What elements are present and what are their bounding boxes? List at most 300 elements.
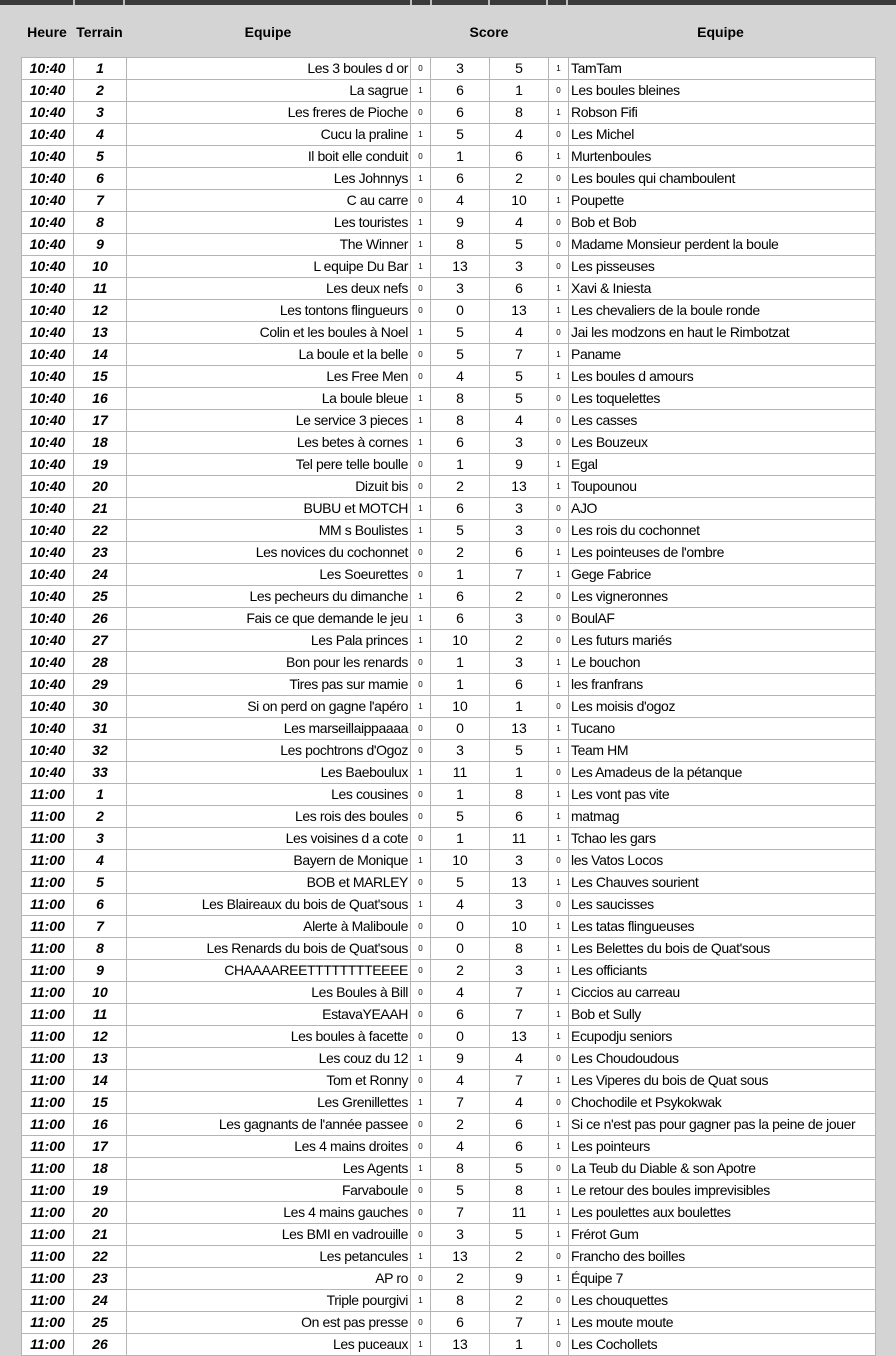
points-right: 1: [549, 652, 569, 674]
points-left: 0: [411, 102, 431, 124]
table-row: [22, 1180, 876, 1202]
points-left: 0: [411, 1136, 431, 1158]
terrain-number: 3: [74, 102, 127, 124]
score-left: 13: [431, 1246, 490, 1268]
table-row: [22, 1202, 876, 1224]
team-right: Le retour des boules imprevisibles: [569, 1180, 876, 1202]
table-row: [22, 762, 876, 784]
team-left: La boule et la belle: [127, 344, 411, 366]
table-row: [22, 520, 876, 542]
team-right: Les futurs mariés: [569, 630, 876, 652]
table-row: [22, 234, 876, 256]
points-left: 0: [411, 916, 431, 938]
table-row: [22, 1070, 876, 1092]
match-time: 11:00: [22, 938, 74, 960]
match-time: 10:40: [22, 234, 74, 256]
score-right: 7: [490, 982, 549, 1004]
points-left: 1: [411, 1246, 431, 1268]
team-right: Les officiants: [569, 960, 876, 982]
match-time: 11:00: [22, 1290, 74, 1312]
score-right: 3: [490, 652, 549, 674]
terrain-number: 13: [74, 1048, 127, 1070]
score-right: 13: [490, 1026, 549, 1048]
team-right: Egal: [569, 454, 876, 476]
terrain-number: 13: [74, 322, 127, 344]
terrain-number: 30: [74, 696, 127, 718]
header-heure: Heure: [27, 24, 67, 40]
team-right: Les Bouzeux: [569, 432, 876, 454]
table-row: [22, 190, 876, 212]
team-right: Madame Monsieur perdent la boule: [569, 234, 876, 256]
terrain-number: 15: [74, 1092, 127, 1114]
team-right: Les Amadeus de la pétanque: [569, 762, 876, 784]
score-right: 1: [490, 1334, 549, 1356]
terrain-number: 1: [74, 58, 127, 80]
score-left: 8: [431, 1158, 490, 1180]
points-right: 0: [549, 168, 569, 190]
table-row: [22, 850, 876, 872]
table-row: [22, 432, 876, 454]
points-left: 1: [411, 762, 431, 784]
terrain-number: 31: [74, 718, 127, 740]
score-right: 6: [490, 542, 549, 564]
team-left: Les novices du cochonnet: [127, 542, 411, 564]
score-right: 3: [490, 498, 549, 520]
team-left: Les pochtrons d'Ogoz: [127, 740, 411, 762]
score-right: 2: [490, 1246, 549, 1268]
points-right: 0: [549, 1158, 569, 1180]
points-right: 1: [549, 300, 569, 322]
team-right: Équipe 7: [569, 1268, 876, 1290]
score-left: 1: [431, 784, 490, 806]
table-row: [22, 476, 876, 498]
team-left: EstavaYEAAH: [127, 1004, 411, 1026]
match-time: 10:40: [22, 652, 74, 674]
team-left: Les Baeboulux: [127, 762, 411, 784]
score-left: 9: [431, 212, 490, 234]
points-right: 0: [549, 894, 569, 916]
score-left: 1: [431, 454, 490, 476]
team-right: Les toquelettes: [569, 388, 876, 410]
top-border: [0, 0, 896, 5]
points-right: 0: [549, 432, 569, 454]
score-left: 6: [431, 102, 490, 124]
points-right: 1: [549, 58, 569, 80]
points-right: 0: [549, 410, 569, 432]
points-right: 1: [549, 366, 569, 388]
terrain-number: 25: [74, 586, 127, 608]
points-left: 1: [411, 256, 431, 278]
points-right: 0: [549, 1334, 569, 1356]
score-left: 5: [431, 124, 490, 146]
match-time: 11:00: [22, 1334, 74, 1356]
team-left: La sagrue: [127, 80, 411, 102]
points-left: 0: [411, 1070, 431, 1092]
score-left: 3: [431, 278, 490, 300]
score-right: 1: [490, 80, 549, 102]
score-left: 4: [431, 1070, 490, 1092]
score-right: 11: [490, 828, 549, 850]
score-left: 8: [431, 410, 490, 432]
terrain-number: 11: [74, 278, 127, 300]
match-time: 11:00: [22, 784, 74, 806]
score-right: 6: [490, 1114, 549, 1136]
table-row: [22, 1312, 876, 1334]
terrain-number: 4: [74, 850, 127, 872]
team-right: Tchao les gars: [569, 828, 876, 850]
points-right: 0: [549, 80, 569, 102]
score-right: 7: [490, 1004, 549, 1026]
score-left: 2: [431, 960, 490, 982]
team-left: Les Agents: [127, 1158, 411, 1180]
score-right: 4: [490, 1092, 549, 1114]
team-left: Les voisines d a cote: [127, 828, 411, 850]
score-right: 6: [490, 674, 549, 696]
table-row: [22, 366, 876, 388]
score-left: 6: [431, 498, 490, 520]
team-left: Il boit elle conduit: [127, 146, 411, 168]
score-left: 4: [431, 982, 490, 1004]
score-left: 8: [431, 234, 490, 256]
match-time: 11:00: [22, 1180, 74, 1202]
points-right: 0: [549, 124, 569, 146]
points-left: 1: [411, 894, 431, 916]
table-row: [22, 278, 876, 300]
points-left: 0: [411, 1202, 431, 1224]
table-row: [22, 1004, 876, 1026]
score-left: 0: [431, 718, 490, 740]
table-row: [22, 102, 876, 124]
points-left: 0: [411, 542, 431, 564]
points-left: 0: [411, 872, 431, 894]
match-time: 11:00: [22, 806, 74, 828]
table-row: [22, 872, 876, 894]
points-left: 1: [411, 696, 431, 718]
match-time: 11:00: [22, 1312, 74, 1334]
score-left: 0: [431, 938, 490, 960]
terrain-number: 6: [74, 894, 127, 916]
match-time: 10:40: [22, 564, 74, 586]
team-left: Les gagnants de l'année passee: [127, 1114, 411, 1136]
team-left: Les rois des boules: [127, 806, 411, 828]
match-time: 10:40: [22, 630, 74, 652]
team-left: Les 3 boules d or: [127, 58, 411, 80]
match-time: 10:40: [22, 674, 74, 696]
match-time: 11:00: [22, 1224, 74, 1246]
match-time: 10:40: [22, 476, 74, 498]
team-left: Les deux nefs: [127, 278, 411, 300]
match-time: 10:40: [22, 256, 74, 278]
terrain-number: 3: [74, 828, 127, 850]
score-right: 5: [490, 58, 549, 80]
team-right: Les boules qui chamboulent: [569, 168, 876, 190]
terrain-number: 17: [74, 410, 127, 432]
terrain-number: 8: [74, 212, 127, 234]
score-right: 7: [490, 564, 549, 586]
points-right: 1: [549, 1180, 569, 1202]
score-left: 1: [431, 674, 490, 696]
table-row: [22, 344, 876, 366]
team-left: Les 4 mains droites: [127, 1136, 411, 1158]
match-time: 11:00: [22, 894, 74, 916]
points-right: 1: [549, 146, 569, 168]
points-left: 0: [411, 58, 431, 80]
terrain-number: 2: [74, 80, 127, 102]
match-time: 10:40: [22, 146, 74, 168]
points-left: 1: [411, 388, 431, 410]
team-left: On est pas presse: [127, 1312, 411, 1334]
team-left: Les Grenillettes: [127, 1092, 411, 1114]
points-left: 0: [411, 1224, 431, 1246]
points-left: 1: [411, 520, 431, 542]
score-right: 13: [490, 872, 549, 894]
table-row: [22, 1158, 876, 1180]
points-left: 0: [411, 564, 431, 586]
match-time: 10:40: [22, 586, 74, 608]
points-left: 1: [411, 498, 431, 520]
team-right: Jai les modzons en haut le Rimbotzat: [569, 322, 876, 344]
team-right: Les chouquettes: [569, 1290, 876, 1312]
score-left: 4: [431, 894, 490, 916]
score-right: 11: [490, 1202, 549, 1224]
team-left: Alerte à Maliboule: [127, 916, 411, 938]
terrain-number: 4: [74, 124, 127, 146]
team-left: Les BMI en vadrouille: [127, 1224, 411, 1246]
points-left: 1: [411, 432, 431, 454]
points-right: 1: [549, 278, 569, 300]
points-right: 1: [549, 344, 569, 366]
score-right: 3: [490, 960, 549, 982]
terrain-number: 24: [74, 564, 127, 586]
team-right: Les pisseuses: [569, 256, 876, 278]
team-left: Farvaboule: [127, 1180, 411, 1202]
points-right: 0: [549, 212, 569, 234]
team-right: BoulAF: [569, 608, 876, 630]
table-row: [22, 652, 876, 674]
score-right: 3: [490, 850, 549, 872]
score-left: 7: [431, 1202, 490, 1224]
points-left: 1: [411, 1048, 431, 1070]
points-left: 1: [411, 608, 431, 630]
score-left: 8: [431, 388, 490, 410]
score-right: 5: [490, 1158, 549, 1180]
table-row: [22, 58, 876, 80]
points-right: 1: [549, 1268, 569, 1290]
score-right: 3: [490, 256, 549, 278]
score-left: 1: [431, 652, 490, 674]
terrain-number: 17: [74, 1136, 127, 1158]
team-right: Les Cochollets: [569, 1334, 876, 1356]
match-time: 11:00: [22, 1246, 74, 1268]
points-right: 0: [549, 1092, 569, 1114]
points-right: 1: [549, 190, 569, 212]
team-left: Les boules à facette: [127, 1026, 411, 1048]
match-time: 11:00: [22, 1202, 74, 1224]
score-right: 3: [490, 608, 549, 630]
match-time: 11:00: [22, 916, 74, 938]
team-left: Si on perd on gagne l'apéro: [127, 696, 411, 718]
score-left: 2: [431, 542, 490, 564]
terrain-number: 32: [74, 740, 127, 762]
score-left: 3: [431, 740, 490, 762]
points-left: 0: [411, 652, 431, 674]
team-left: BOB et MARLEY: [127, 872, 411, 894]
score-left: 6: [431, 432, 490, 454]
team-right: Les vigneronnes: [569, 586, 876, 608]
terrain-number: 8: [74, 938, 127, 960]
match-time: 10:40: [22, 718, 74, 740]
score-left: 0: [431, 916, 490, 938]
score-left: 7: [431, 1092, 490, 1114]
score-right: 8: [490, 102, 549, 124]
team-right: Les rois du cochonnet: [569, 520, 876, 542]
points-left: 1: [411, 124, 431, 146]
score-left: 1: [431, 564, 490, 586]
terrain-number: 1: [74, 784, 127, 806]
match-time: 11:00: [22, 872, 74, 894]
table-row: [22, 410, 876, 432]
score-left: 5: [431, 806, 490, 828]
points-right: 0: [549, 586, 569, 608]
score-left: 6: [431, 1004, 490, 1026]
table-row: [22, 454, 876, 476]
points-right: 0: [549, 608, 569, 630]
match-time: 11:00: [22, 828, 74, 850]
points-left: 1: [411, 630, 431, 652]
points-left: 0: [411, 476, 431, 498]
points-right: 1: [549, 960, 569, 982]
team-right: Gege Fabrice: [569, 564, 876, 586]
team-right: Le bouchon: [569, 652, 876, 674]
table-row: [22, 322, 876, 344]
points-left: 1: [411, 212, 431, 234]
points-left: 1: [411, 1334, 431, 1356]
match-time: 11:00: [22, 1268, 74, 1290]
points-right: 0: [549, 256, 569, 278]
score-left: 2: [431, 1114, 490, 1136]
team-right: Francho des boilles: [569, 1246, 876, 1268]
points-left: 0: [411, 1026, 431, 1048]
terrain-number: 29: [74, 674, 127, 696]
terrain-number: 2: [74, 806, 127, 828]
score-left: 5: [431, 322, 490, 344]
points-left: 1: [411, 1158, 431, 1180]
match-time: 10:40: [22, 344, 74, 366]
points-left: 0: [411, 1268, 431, 1290]
match-time: 10:40: [22, 542, 74, 564]
points-left: 0: [411, 1004, 431, 1026]
score-right: 6: [490, 146, 549, 168]
team-right: AJO: [569, 498, 876, 520]
team-left: The Winner: [127, 234, 411, 256]
points-left: 0: [411, 190, 431, 212]
table-row: [22, 256, 876, 278]
table-row: [22, 1114, 876, 1136]
table-row: [22, 1224, 876, 1246]
points-left: 0: [411, 1180, 431, 1202]
team-left: Les Renards du bois de Quat'sous: [127, 938, 411, 960]
match-time: 10:40: [22, 696, 74, 718]
terrain-number: 21: [74, 498, 127, 520]
table-row: [22, 80, 876, 102]
team-left: CHAAAAREETTTTTTTTEEEE: [127, 960, 411, 982]
score-right: 8: [490, 1180, 549, 1202]
score-left: 2: [431, 1268, 490, 1290]
score-right: 4: [490, 410, 549, 432]
points-right: 1: [549, 828, 569, 850]
team-left: Tom et Ronny: [127, 1070, 411, 1092]
team-left: Les touristes: [127, 212, 411, 234]
points-right: 0: [549, 696, 569, 718]
score-left: 10: [431, 696, 490, 718]
team-right: les Vatos Locos: [569, 850, 876, 872]
points-right: 1: [549, 1004, 569, 1026]
table-row: [22, 828, 876, 850]
team-left: Tel pere telle boulle: [127, 454, 411, 476]
terrain-number: 21: [74, 1224, 127, 1246]
score-right: 2: [490, 586, 549, 608]
score-right: 2: [490, 168, 549, 190]
points-right: 0: [549, 850, 569, 872]
team-right: Les pointeurs: [569, 1136, 876, 1158]
terrain-number: 26: [74, 1334, 127, 1356]
score-left: 9: [431, 1048, 490, 1070]
points-right: 1: [549, 674, 569, 696]
terrain-number: 15: [74, 366, 127, 388]
table-row: [22, 1026, 876, 1048]
points-right: 0: [549, 322, 569, 344]
team-left: Cucu la praline: [127, 124, 411, 146]
team-right: Ecupodju seniors: [569, 1026, 876, 1048]
terrain-number: 25: [74, 1312, 127, 1334]
score-left: 10: [431, 850, 490, 872]
score-right: 2: [490, 1290, 549, 1312]
points-left: 1: [411, 322, 431, 344]
team-left: Les petancules: [127, 1246, 411, 1268]
team-right: Les Belettes du bois de Quat'sous: [569, 938, 876, 960]
points-right: 1: [549, 1026, 569, 1048]
points-right: 1: [549, 564, 569, 586]
terrain-number: 12: [74, 1026, 127, 1048]
table-row: [22, 674, 876, 696]
score-left: 6: [431, 80, 490, 102]
score-left: 4: [431, 1136, 490, 1158]
team-left: Les Blaireaux du bois de Quat'sous: [127, 894, 411, 916]
match-time: 10:40: [22, 740, 74, 762]
terrain-number: 14: [74, 344, 127, 366]
score-right: 4: [490, 212, 549, 234]
score-left: 6: [431, 586, 490, 608]
table-row: [22, 1334, 876, 1356]
table-row: [22, 542, 876, 564]
score-right: 4: [490, 322, 549, 344]
points-right: 1: [549, 1070, 569, 1092]
team-left: AP ro: [127, 1268, 411, 1290]
terrain-number: 11: [74, 1004, 127, 1026]
score-left: 3: [431, 1224, 490, 1246]
score-left: 1: [431, 828, 490, 850]
team-left: C au carre: [127, 190, 411, 212]
points-left: 0: [411, 806, 431, 828]
terrain-number: 27: [74, 630, 127, 652]
score-left: 11: [431, 762, 490, 784]
match-time: 11:00: [22, 1158, 74, 1180]
team-left: Triple pourgivi: [127, 1290, 411, 1312]
match-time: 10:40: [22, 124, 74, 146]
points-left: 1: [411, 850, 431, 872]
match-time: 11:00: [22, 1136, 74, 1158]
team-left: L equipe Du Bar: [127, 256, 411, 278]
